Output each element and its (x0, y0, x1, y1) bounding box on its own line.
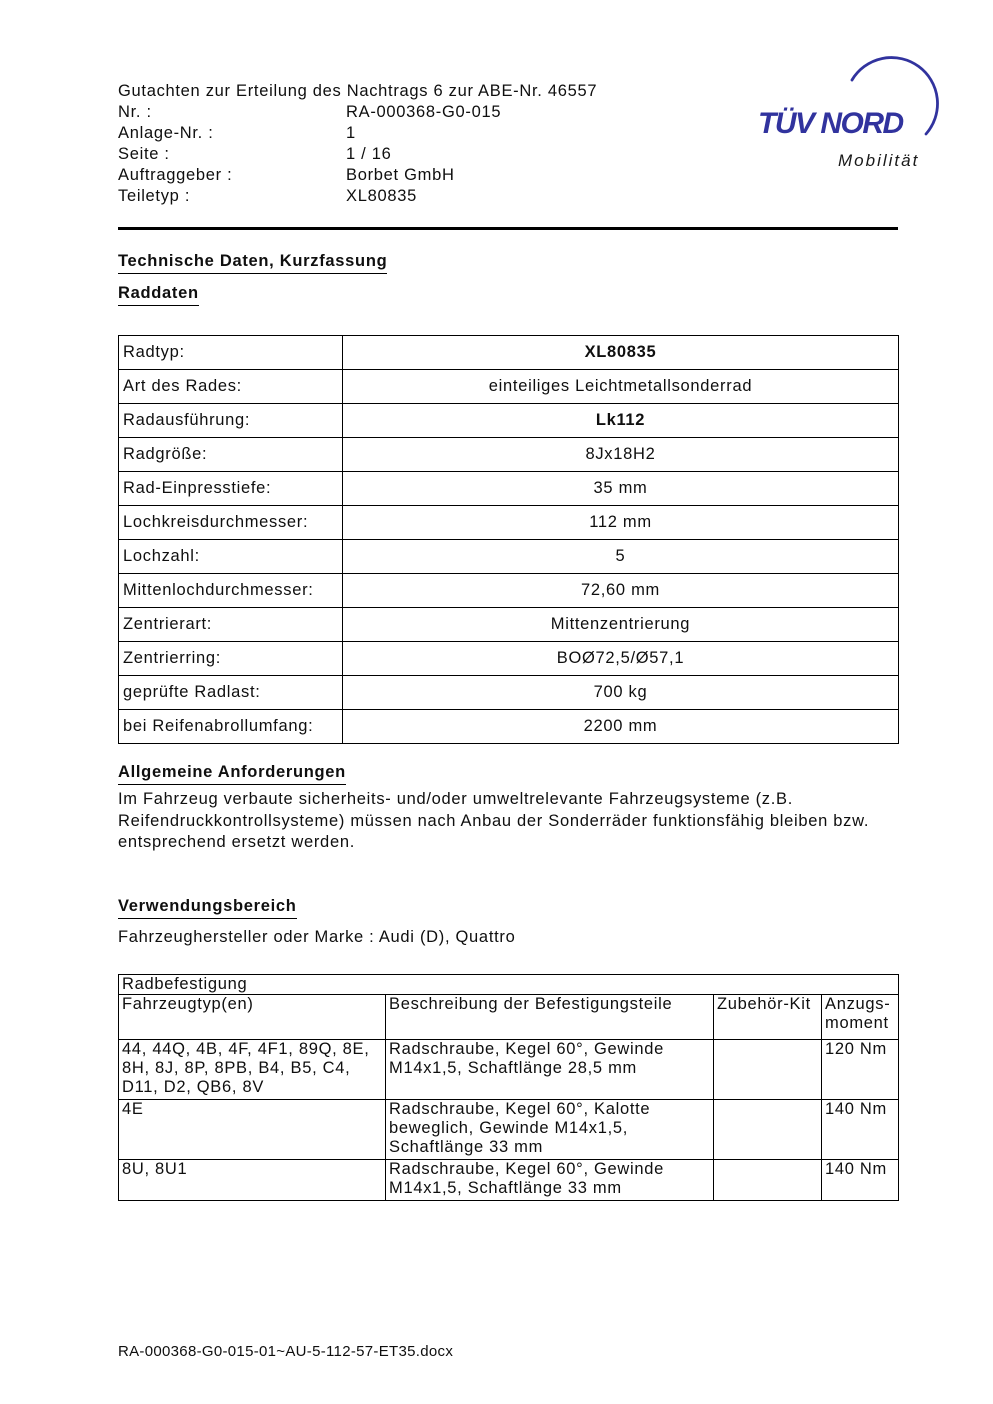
header-field-value: RA-000368-G0-015 (346, 103, 502, 121)
header-field-row (118, 165, 597, 186)
raddaten-label: Zentrierart: (119, 608, 343, 642)
raddaten-value: XL80835 (343, 336, 899, 370)
radbefestigung-table (118, 974, 899, 1201)
heading-text: Verwendungsbereich (118, 897, 297, 919)
raddaten-row (119, 676, 899, 710)
raddaten-label: Radtyp: (119, 336, 343, 370)
header-divider (118, 227, 898, 230)
header-field-label: Seite : (118, 145, 170, 163)
logo-brand-text: TÜV NORD (758, 107, 903, 140)
raddaten-value: 72,60 mm (343, 574, 899, 608)
raddaten-row (119, 370, 899, 404)
raddaten-value: Lk112 (343, 404, 899, 438)
raddaten-label: Rad-Einpresstiefe: (119, 472, 343, 506)
heading-technische-daten (118, 252, 387, 274)
fahrzeugtyp-cell: 44, 44Q, 4B, 4F, 4F1, 89Q, 8E, 8H, 8J, 8P, 8PB, B4, B5, C4, D11, D2, QB6, 8V (119, 1040, 386, 1100)
raddaten-value: 2200 mm (343, 710, 899, 744)
raddaten-label: geprüfte Radlast: (119, 676, 343, 710)
anzugsmoment-cell: 120 Nm (822, 1040, 899, 1100)
raddaten-label: Lochzahl: (119, 540, 343, 574)
document-title: Gutachten zur Erteilung des Nachtrags 6 zur ABE-Nr. 46557 (118, 82, 598, 100)
header-field-value: 1 / 16 (346, 145, 392, 163)
radbefestigung-table-head (119, 975, 899, 1040)
raddaten-value: 5 (343, 540, 899, 574)
header-field-value: Borbet GmbH (346, 166, 455, 184)
logo-tagline: Mobilität (838, 151, 920, 170)
raddaten-label: Mittenlochdurchmesser: (119, 574, 343, 608)
radbefestigung-row (119, 1100, 899, 1160)
beschreibung-cell: Radschraube, Kegel 60°, Kalotte beweglich, Gewinde M14x1,5, Schaftlänge 33 mm (386, 1100, 714, 1160)
radbefestigung-row (119, 1160, 899, 1201)
raddaten-label: Zentrierring: (119, 642, 343, 676)
raddaten-value: 35 mm (343, 472, 899, 506)
raddaten-row (119, 472, 899, 506)
raddaten-label: Art des Rades: (119, 370, 343, 404)
raddaten-value: BOØ72,5/Ø57,1 (343, 642, 899, 676)
zubehoer-kit-cell (714, 1160, 822, 1201)
raddaten-table-body (119, 336, 899, 744)
beschreibung-cell: Radschraube, Kegel 60°, Gewinde M14x1,5, Schaftlänge 33 mm (386, 1160, 714, 1201)
col-header-fahrzeugtyp: Fahrzeugtyp(en) (119, 995, 386, 1040)
raddaten-row (119, 404, 899, 438)
header-field-value: XL80835 (346, 187, 417, 205)
raddaten-row (119, 710, 899, 744)
radbefestigung-title-row (119, 975, 899, 995)
raddaten-row (119, 336, 899, 370)
heading-text: Allgemeine Anforderungen (118, 763, 346, 785)
header-field-row (118, 144, 597, 165)
header-field-row (118, 123, 597, 144)
raddaten-value: 112 mm (343, 506, 899, 540)
raddaten-label: Radausführung: (119, 404, 343, 438)
raddaten-row (119, 438, 899, 472)
zubehoer-kit-cell (714, 1100, 822, 1160)
raddaten-row (119, 642, 899, 676)
tuev-nord-logo (748, 46, 948, 176)
radbefestigung-table-body (119, 1040, 899, 1201)
raddaten-row (119, 574, 899, 608)
header-field-label: Nr. : (118, 103, 152, 121)
heading-text: Technische Daten, Kurzfassung (118, 252, 387, 274)
header-field-row (118, 186, 597, 207)
radbefestigung-title: Radbefestigung (119, 975, 899, 995)
header-field-row (118, 102, 597, 123)
allgemein-paragraph: Im Fahrzeug verbaute sicherheits- und/oder umweltrelevante Fahrzeugsysteme (z.B. Reifendruckkontrollsysteme) müssen nach Anbau der Sonderräder funktionsfähig bleiben bzw. entsprechend ersetzt werden. (118, 790, 870, 851)
raddaten-row (119, 540, 899, 574)
raddaten-table (118, 335, 899, 744)
col-header-zubehoer-kit: Zubehör-Kit (714, 995, 822, 1040)
raddaten-label: bei Reifenabrollumfang: (119, 710, 343, 744)
raddaten-value: 8Jx18H2 (343, 438, 899, 472)
raddaten-row (119, 608, 899, 642)
heading-verwendungsbereich (118, 897, 297, 919)
zubehoer-kit-cell (714, 1040, 822, 1100)
col-header-anzugsmoment: Anzugs-moment (822, 995, 899, 1040)
header-field-label: Teiletyp : (118, 187, 191, 205)
radbefestigung-header-row (119, 995, 899, 1040)
header-field-label: Anlage-Nr. : (118, 124, 214, 142)
radbefestigung-row (119, 1040, 899, 1100)
header-field-value: 1 (346, 124, 356, 142)
fahrzeugtyp-cell: 8U, 8U1 (119, 1160, 386, 1201)
anzugsmoment-cell: 140 Nm (822, 1160, 899, 1201)
heading-text: Raddaten (118, 284, 199, 306)
col-header-beschreibung: Beschreibung der Befestigungsteile (386, 995, 714, 1040)
raddaten-row (119, 506, 899, 540)
raddaten-value: einteiliges Leichtmetallsonderrad (343, 370, 899, 404)
raddaten-value: Mittenzentrierung (343, 608, 899, 642)
heading-raddaten (118, 284, 199, 306)
header-field-label: Auftraggeber : (118, 166, 233, 184)
fahrzeugtyp-cell: 4E (119, 1100, 386, 1160)
raddaten-label: Radgröße: (119, 438, 343, 472)
raddaten-value: 700 kg (343, 676, 899, 710)
header-fields (118, 102, 597, 207)
fahrzeughersteller-line: Fahrzeughersteller oder Marke : Audi (D), Quattro (118, 928, 516, 946)
heading-allgemeine-anforderungen (118, 763, 346, 785)
beschreibung-cell: Radschraube, Kegel 60°, Gewinde M14x1,5, Schaftlänge 28,5 mm (386, 1040, 714, 1100)
raddaten-label: Lochkreisdurchmesser: (119, 506, 343, 540)
document-header (118, 81, 597, 207)
anzugsmoment-cell: 140 Nm (822, 1100, 899, 1160)
footer-filename: RA-000368-G0-015-01~AU-5-112-57-ET35.docx (118, 1343, 454, 1360)
